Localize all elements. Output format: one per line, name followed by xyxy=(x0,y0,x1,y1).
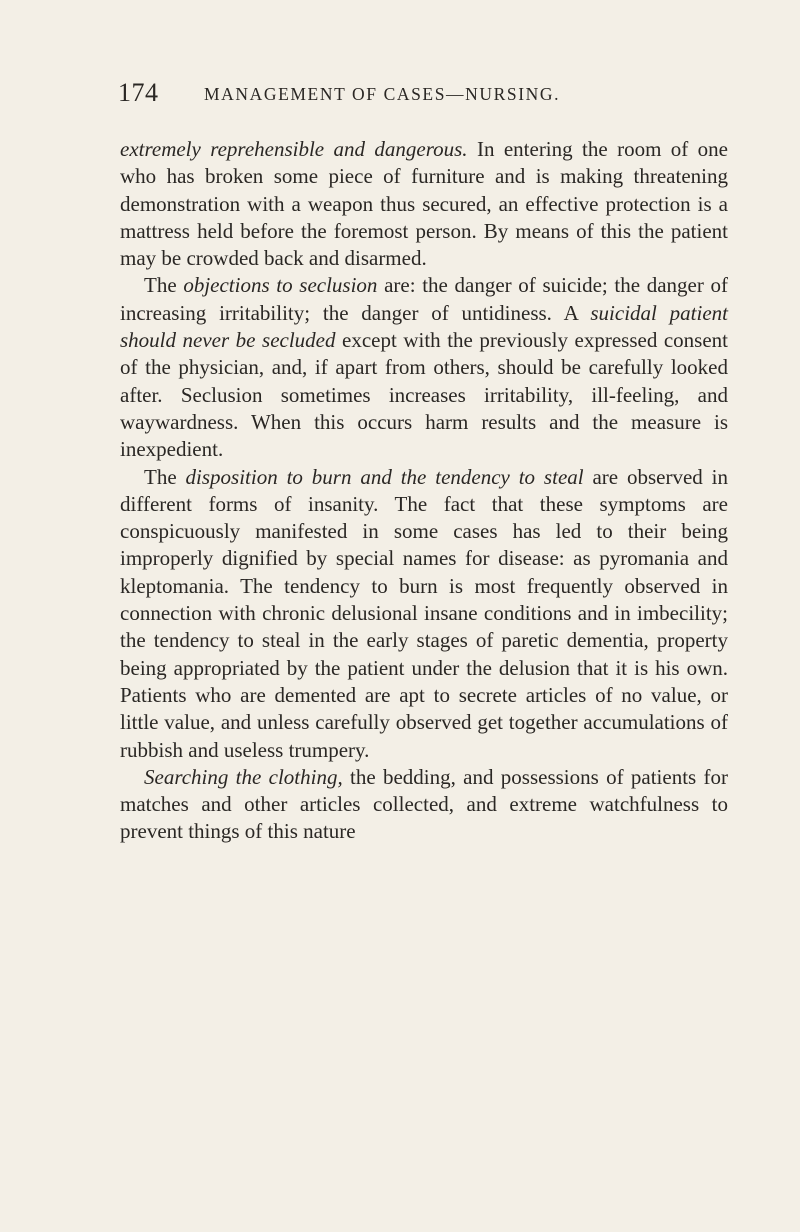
paragraph-text: except with the previously expressed consent of the physician, and, if apart from others, should be carefully looked after. Seclusion sometimes increases irritability, ill-feeling, and waywardness. When this occurs harm results and the measure is inexpedient. xyxy=(120,328,729,462)
paragraph-lead: The xyxy=(144,273,184,298)
paragraph-mattress-protection xyxy=(120,136,728,272)
paragraph-searching-clothing xyxy=(120,764,728,846)
page-number: 174 xyxy=(118,78,159,107)
paragraph-text: are: the danger of suicide; the danger of increasing irritability; the danger of untidiness. A xyxy=(120,273,729,325)
paragraph-text: the bedding, and possessions of patients for matches and other articles collected, and extreme watchfulness to prevent things of this nature xyxy=(120,764,728,844)
paragraph-objections-to-seclusion xyxy=(120,272,728,463)
italic-phrase: disposition to burn and the tendency to steal xyxy=(185,464,584,489)
italic-phrase: suicidal patient should never be secluded xyxy=(120,300,728,353)
paragraph-burn-and-steal xyxy=(120,464,728,764)
paragraph-lead: The xyxy=(144,464,186,489)
italic-phrase: Searching the clothing, xyxy=(144,764,343,789)
italic-phrase: objections to seclusion xyxy=(183,273,378,298)
running-head-title: MANAGEMENT OF CASES—NURSING. xyxy=(204,84,561,104)
paragraph-text: In entering the room of one who has broken some piece of furniture and is making threatening demonstration with a weapon thus secured, an effective protection is a mattress held before the foremost person. By means of this the patient may be crowded back and disarmed. xyxy=(120,137,728,271)
running-head xyxy=(118,78,728,106)
body-text xyxy=(120,136,728,846)
paragraph-text: are observed in different forms of insanity. The fact that these symptoms are conspicuously manifested in some cases has led to their being improperly dignified by special names for disease: as pyromania and kleptomania. The tendency to burn is most frequently observed in connection with chronic delusional insane conditions and in imbecility; the tendency to steal in the early stages of paretic dementia, property being appropriated by the patient under the delusion that it is his own. Patients who are demented are apt to secrete articles of no value, or little value, and unless carefully observed get together accumulations of rubbish and useless trumpery. xyxy=(120,464,729,762)
italic-phrase: extremely reprehensible and dangerous. xyxy=(120,137,468,161)
